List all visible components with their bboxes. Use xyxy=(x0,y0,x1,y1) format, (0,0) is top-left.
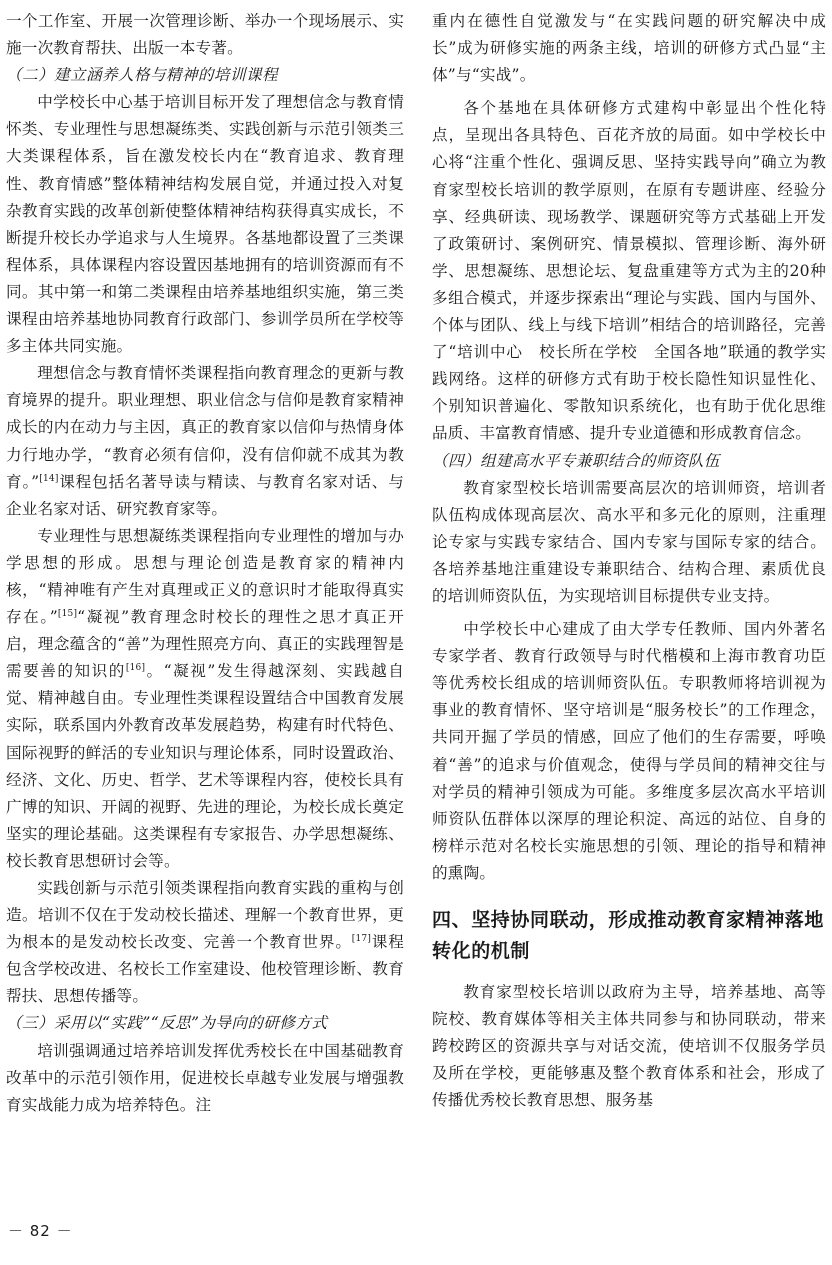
left-column xyxy=(6,8,404,1119)
paragraph-faculty-requirements: 教育家型校长培训需要高层次的培训师资，培训者队伍构成体现高层次、高水平和多元化的原则，注重理论专家与实践专家结合、国内专家与国际专家的结合。各培养基地注重建设专兼职结合、结构合理、素质优良的培训师资队伍，为实现培训目标提供专业支持。 xyxy=(432,478,826,605)
subheading-3: （三）采用以“实践”“反思”为导向的研修方式 xyxy=(6,1014,328,1033)
paragraph-continued: 重内在德性自觉激发与“在实践问题的研究解决中成长”成为研修实施的两条主线，培训的研修方式凸显“主体”与“实战”。 xyxy=(432,12,826,85)
paragraph-collaboration: 教育家型校长培训以政府为主导，培养基地、高等院校、教育媒体等相关主体共同参与和协同联动，带来跨校跨区的资源共享与对话交流，使培训不仅服务学员及所在学校，更能够惠及整个教育体系和社会，形成了传播优秀校长教育思想、服务基 xyxy=(432,983,826,1110)
reference-15: [15] xyxy=(57,608,78,619)
paragraph-text: 专业理性与思想凝练类课程指向专业理性的增加与办学思想的形成。思想与理论创造是教育家的精神内核，“精神唯有产生对真理或正义的意识时才能取得真实存在。” xyxy=(6,526,404,627)
paragraph-continued: 一个工作室、开展一次管理诊断、举办一个现场展示、实施一次教育帮扶、出版一本专著。 xyxy=(6,12,404,58)
paragraph-text: 。“凝视”发生得越深刻、实践越自觉、精神越自由。专业理性类课程设置结合中国教育发展实际，联系国内外教育改革发展趋势，构建有时代特色、国际视野的鲜活的专业知识与理论体系，同时设置政治、经济、文化、历史、哲学、艺术等课程内容，使校长具有广博的知识、开阔的视野、先进的理论，为校长成长奠定坚实的理论基础。这类课程有专家报告、办学思想凝练、校长教育思想研讨会等。 xyxy=(6,662,404,870)
paragraph-text: 理想信念与教育情怀类课程指向教育理念的更新与教育境界的提升。职业理想、职业信念与信仰是教育家精神成长的内在动力与主因，真正的教育家以信仰与热情身体力行地办学，“教育必须有信仰，没有信仰就不成其为教育。” xyxy=(6,364,404,491)
paragraph-faculty-team: 中学校长中心建成了由大学专任教师、国内外著名专家学者、教育行政领导与时代楷模和上海市教育功臣等优秀校长组成的培训师资队伍。专职教师将培训视为事业的教育情怀、坚守培训是“服务校长”的工作理念，共同开掘了学员的情感，回应了他们的生存需要，呼唤着“善”的追求与价值观念，使得与学员间的精神交往与对学员的精神引领成为可能。多维度多层次高水平培训师资队伍群体以深厚的理论积淀、高远的站位、自身的榜样示范对名校长实施思想的引领、理论的指导和精神的熏陶。 xyxy=(432,620,826,882)
paragraph-text: 实践创新与示范引领类课程指向教育实践的重构与创造。培训不仅在于发动校长描述、理解一个教育世界，更为根本的是发动校长改变、完善一个教育世界。 xyxy=(6,879,404,952)
subheading-2: （二）建立涵养人格与精神的培训课程 xyxy=(6,66,278,85)
paragraph-training-methods: 各个基地在具体研修方式建构中彰显出个性化特点，呈现出各具特色、百花齐放的局面。如中学校长中心将“注重个性化、强调反思、坚持实践导向”确立为教育家型校长培训的教学原则，在原有专题讲座、经验分享、经典研读、现场教学、课题研究等方式基础上开发了政策研讨、案例研究、情景模拟、管理诊断、海外研学、思想凝练、思想论坛、复盘重建等方式为主的20种多组合模式，并逐步探索出“理论与实践、国内与国外、个体与团队、线上与线下培训”相结合的培训路径，完善了“培训中心 校长所在学校 全国各地”联通的教学实践网络。这样的研修方式有助于校长隐性知识显性化、个别知识普遍化、零散知识系统化，也有助于优化思维品质、丰富教育情感、提升专业道德和形成教育信念。 xyxy=(432,99,826,443)
section-heading-4: 四、坚持协同联动，形成推动教育家精神落地转化的机制 xyxy=(432,909,825,962)
paragraph-ideals-beliefs xyxy=(6,360,404,523)
paragraph-training-emphasis: 培训强调通过培养培训发挥优秀校长在中国基础教育改革中的示范引领作用，促进校长卓越专业发展与增强教育实战能力成为培养特色。注 xyxy=(6,1041,404,1114)
paragraph-text: 课程包含学校改进、名校长工作室建设、他校管理诊断、教育帮扶、思想传播等。 xyxy=(6,933,404,1006)
reference-16: [16] xyxy=(125,663,146,674)
page-number: － 82 － xyxy=(8,1222,73,1240)
paragraph-text: “凝视”教育理念时校长的理性之思才真正开启，理念蕴含的“善”为理性照亮方向、真正的实践理智是需要善的知识的 xyxy=(6,608,404,681)
paragraph-text: 课程包括名著导读与精读、与教育名家对话、与企业名家对话、研究教育家等。 xyxy=(6,472,404,518)
paragraph-practice-innovation xyxy=(6,875,404,1010)
paragraph-course-system: 中学校长中心基于培训目标开发了理想信念与教育情怀类、专业理性与思想凝练类、实践创新与示范引领类三大类课程体系，旨在激发校长内在“教育追求、教育理性、教育情感”整体精神结构发展自觉，并通过投入对复杂教育实践的改革创新使整体精神结构获得真实成长，不断提升校长办学追求与人生境界。各基地都设置了三类课程体系，具体课程内容设置因基地拥有的培训资源而有不同。其中第一和第二类课程由培养基地组织实施，第三类课程由培养基地协同教育行政部门、参训学员所在学校等多主体共同实施。 xyxy=(6,93,404,356)
paragraph-professional-rationality xyxy=(6,523,404,875)
reference-17: [17] xyxy=(351,934,372,944)
reference-14: [14] xyxy=(39,473,59,484)
subheading-4: （四）组建高水平专兼职结合的师资队伍 xyxy=(432,451,720,470)
right-column xyxy=(432,8,826,1114)
